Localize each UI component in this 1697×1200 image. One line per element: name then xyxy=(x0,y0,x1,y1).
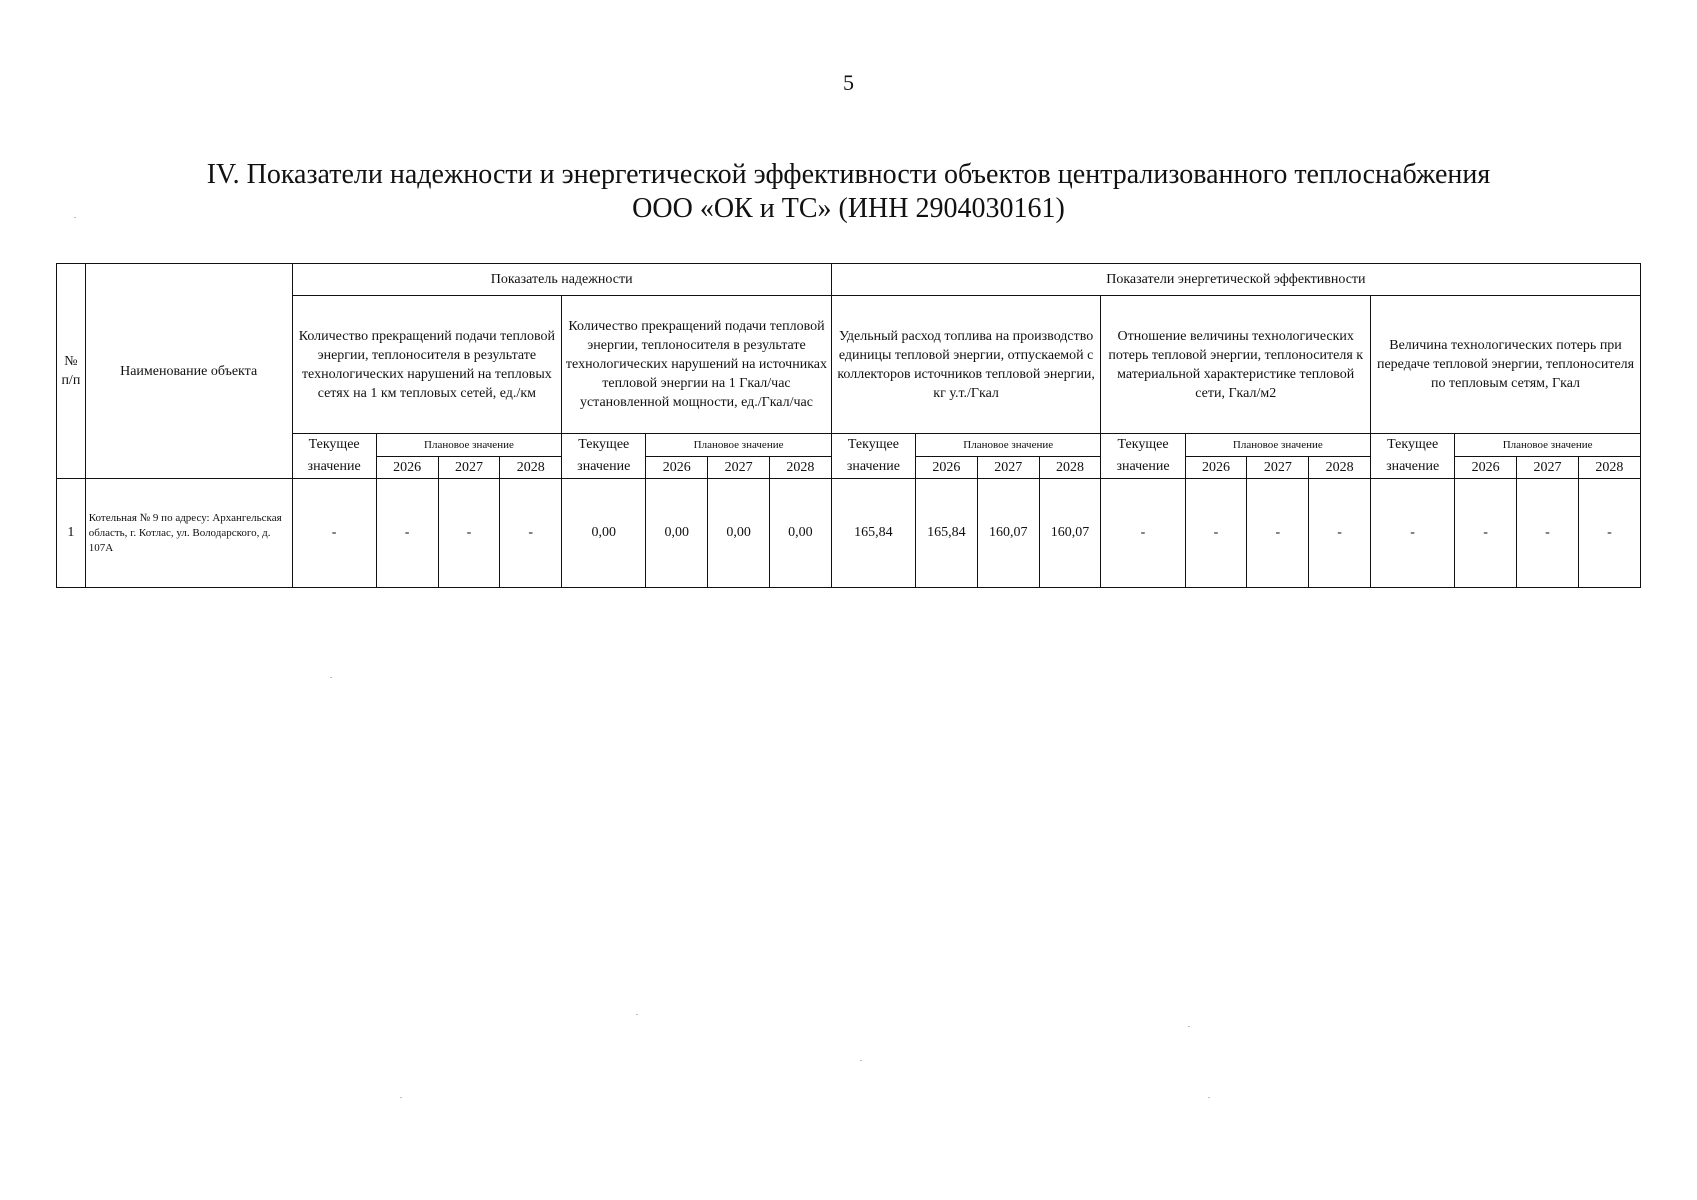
current-label-bottom: значение xyxy=(1101,457,1185,479)
current-label-bottom: значение xyxy=(292,457,376,479)
header-indicator-1: Количество прекращений подачи тепловой энергии, теплоносителя в результате технологических нарушений на тепловых сетях на 1 км тепловых сетей, ед./км xyxy=(292,296,562,434)
indicator-value: - xyxy=(292,479,376,588)
scan-speck xyxy=(1208,1097,1210,1098)
header-group-efficiency: Показатели энергетической эффективности xyxy=(831,264,1640,296)
year-header: 2028 xyxy=(769,457,831,479)
scan-speck xyxy=(860,1060,862,1061)
indicator-value: 160,07 xyxy=(977,479,1039,588)
year-header: 2027 xyxy=(1517,457,1579,479)
header-object-name: Наименование объекта xyxy=(85,264,292,479)
planned-value-label: Плановое значение xyxy=(376,434,561,457)
year-header: 2027 xyxy=(438,457,500,479)
row-number: 1 xyxy=(57,479,86,588)
current-label-top: Текущее xyxy=(292,434,376,457)
planned-value-label: Плановое значение xyxy=(646,434,831,457)
page-title xyxy=(0,158,1697,226)
scan-speck xyxy=(1188,1026,1190,1027)
indicator-value: 160,07 xyxy=(1039,479,1101,588)
header-group-reliability: Показатель надежности xyxy=(292,264,831,296)
page-number: 5 xyxy=(843,70,854,95)
header-indicator-4: Отношение величины технологических потерь тепловой энергии, теплоносителя к материальной характеристике тепловой сети, Гкал/м2 xyxy=(1101,296,1371,434)
indicator-value: - xyxy=(1247,479,1309,588)
indicator-value: 165,84 xyxy=(831,479,915,588)
indicator-value: - xyxy=(1517,479,1579,588)
indicators-table xyxy=(56,263,1641,588)
planned-value-label: Плановое значение xyxy=(915,434,1100,457)
year-header: 2028 xyxy=(1039,457,1101,479)
year-header: 2028 xyxy=(500,457,562,479)
object-name: Котельная № 9 по адресу: Архангельская область, г. Котлас, ул. Володарского, д. 107А xyxy=(85,479,292,588)
indicator-value: - xyxy=(1455,479,1517,588)
year-header: 2027 xyxy=(1247,457,1309,479)
indicator-value: - xyxy=(376,479,438,588)
year-header: 2026 xyxy=(646,457,708,479)
title-line-1: IV. Показатели надежности и энергетической эффективности объектов централизованного теплоснабжения xyxy=(206,159,1491,190)
header-indicator-2: Количество прекращений подачи тепловой энергии, теплоносителя в результате технологических нарушений на источниках тепловой энергии на 1 Гкал/час установленной мощности, ед./Гкал/час xyxy=(562,296,832,434)
indicator-value: - xyxy=(500,479,562,588)
current-label-top: Текущее xyxy=(1101,434,1185,457)
year-header: 2026 xyxy=(915,457,977,479)
title-line-2: ООО «ОК и ТС» (ИНН 2904030161) xyxy=(632,193,1065,224)
year-header: 2028 xyxy=(1309,457,1371,479)
scan-speck xyxy=(330,677,332,678)
indicator-value: - xyxy=(1309,479,1371,588)
year-header: 2027 xyxy=(977,457,1039,479)
current-label-top: Текущее xyxy=(1371,434,1455,457)
year-header: 2026 xyxy=(1185,457,1247,479)
planned-value-label: Плановое значение xyxy=(1455,434,1641,457)
scan-speck xyxy=(400,1097,402,1098)
current-label-top: Текущее xyxy=(831,434,915,457)
indicator-value: - xyxy=(438,479,500,588)
indicator-value: - xyxy=(1185,479,1247,588)
current-label-top: Текущее xyxy=(562,434,646,457)
current-label-bottom: значение xyxy=(1371,457,1455,479)
scan-speck xyxy=(636,1014,638,1015)
indicator-value: 0,00 xyxy=(562,479,646,588)
current-label-bottom: значение xyxy=(831,457,915,479)
indicator-value: 0,00 xyxy=(769,479,831,588)
year-header: 2026 xyxy=(1455,457,1517,479)
current-label-bottom: значение xyxy=(562,457,646,479)
indicator-value: 0,00 xyxy=(646,479,708,588)
header-indicator-5: Величина технологических потерь при передаче тепловой энергии, теплоносителя по тепловым сетям, Гкал xyxy=(1371,296,1641,434)
indicator-value: - xyxy=(1101,479,1185,588)
year-header: 2028 xyxy=(1578,457,1640,479)
indicator-value: 0,00 xyxy=(708,479,770,588)
header-number: № п/п xyxy=(57,264,86,479)
indicator-value: - xyxy=(1578,479,1640,588)
indicator-value: - xyxy=(1371,479,1455,588)
planned-value-label: Плановое значение xyxy=(1185,434,1370,457)
scan-speck xyxy=(74,217,76,218)
year-header: 2026 xyxy=(376,457,438,479)
indicator-value: 165,84 xyxy=(915,479,977,588)
header-indicator-3: Удельный расход топлива на производство единицы тепловой энергии, отпускаемой с коллекторов источников тепловой энергии, кг у.т./Гкал xyxy=(831,296,1101,434)
year-header: 2027 xyxy=(708,457,770,479)
